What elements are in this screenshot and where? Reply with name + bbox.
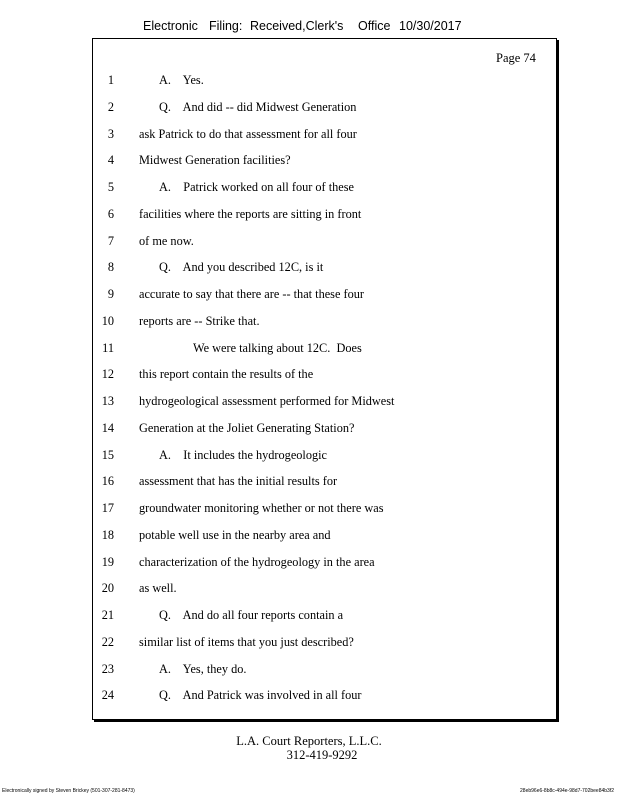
line-number: 8	[107, 260, 114, 275]
transcript-line	[0, 688, 618, 704]
transcript-line	[0, 314, 618, 330]
line-text: potable well use in the nearby area and	[139, 527, 331, 542]
line-number: 12	[101, 367, 114, 382]
line-number: 17	[101, 501, 114, 515]
line-number: 5	[107, 180, 114, 194]
transcript-line	[0, 341, 618, 357]
line-text: groundwater monitoring whether or not there was	[139, 501, 384, 515]
header-word-filing: Filing:	[209, 19, 243, 33]
line-text: A. Yes, they do.	[159, 661, 247, 676]
transcript-line	[0, 207, 618, 223]
line-text: facilities where the reports are sitting in front	[139, 206, 362, 221]
line-number: 10	[101, 313, 114, 328]
header-word-received-clerks: Received,Clerk's	[250, 19, 344, 33]
line-text: Midwest Generation facilities?	[139, 153, 291, 168]
transcript-line	[0, 153, 618, 169]
transcript-line	[0, 474, 618, 490]
transcript-line	[0, 287, 618, 303]
line-text: reports are -- Strike that.	[139, 313, 260, 328]
line-text: similar list of items that you just described?	[139, 634, 354, 649]
line-text: Q. And do all four reports contain a	[159, 608, 344, 622]
line-text: ask Patrick to do that assessment for all four	[139, 126, 357, 141]
line-number: 21	[101, 608, 114, 622]
line-number: 20	[101, 581, 114, 596]
transcript-line	[0, 635, 618, 651]
transcript-line	[0, 608, 618, 624]
line-text: A. Patrick worked on all four of these	[159, 180, 354, 194]
line-text: hydrogeological assessment performed for Midwest	[139, 394, 395, 408]
line-text: Q. And Patrick was involved in all four	[159, 688, 362, 703]
line-number: 11	[102, 340, 114, 355]
header-date: 10/30/2017	[399, 19, 462, 33]
transcript-line	[0, 234, 618, 250]
line-text: A. Yes.	[159, 73, 204, 87]
line-number: 24	[101, 688, 114, 703]
header-word-office: Office	[358, 19, 391, 33]
header-word-electronic: Electronic	[143, 19, 198, 33]
transcript-line	[0, 448, 618, 464]
line-number: 6	[107, 206, 114, 221]
line-text: We were talking about 12C. Does	[193, 340, 362, 355]
line-number: 22	[101, 634, 114, 649]
transcript-line	[0, 127, 618, 143]
page-number: Page 74	[496, 51, 536, 65]
footer-company: L.A. Court Reporters, L.L.C.	[236, 734, 382, 748]
line-text: as well.	[139, 581, 177, 596]
line-text: A. It includes the hydrogeologic	[159, 447, 328, 462]
transcript-line	[0, 421, 618, 437]
transcript-line	[0, 367, 618, 383]
transcript-line	[0, 180, 618, 196]
line-number: 7	[107, 233, 114, 248]
line-number: 16	[101, 474, 114, 489]
transcript-line	[0, 100, 618, 116]
transcript-line	[0, 581, 618, 597]
transcript-line	[0, 528, 618, 544]
line-number: 23	[101, 661, 114, 676]
line-text: assessment that has the initial results for	[139, 474, 338, 489]
signature-right: 28eb96e6-8b8c-494e-98d7-702bee84b3f2	[520, 788, 614, 794]
line-number: 9	[107, 287, 114, 301]
transcript-line	[0, 555, 618, 571]
line-text: Q. And you described 12C, is it	[159, 260, 324, 275]
line-number: 15	[101, 447, 114, 462]
line-number: 3	[107, 126, 114, 141]
signature-left: Electronically signed by Steven Brickey (501-307-281-8473)	[2, 788, 135, 794]
transcript-line	[0, 662, 618, 678]
line-text: accurate to say that there are -- that these four	[139, 287, 364, 301]
line-text: Q. And did -- did Midwest Generation	[159, 99, 357, 114]
transcript-line	[0, 394, 618, 410]
line-number: 13	[101, 394, 114, 408]
line-text: Generation at the Joliet Generating Station?	[139, 420, 355, 435]
transcript-line	[0, 73, 618, 89]
line-number: 18	[101, 527, 114, 542]
transcript-line	[0, 501, 618, 517]
footer-phone: 312-419-9292	[286, 748, 358, 762]
line-number: 1	[107, 73, 114, 87]
line-text: this report contain the results of the	[139, 367, 314, 382]
line-number: 2	[107, 99, 114, 114]
line-number: 4	[107, 153, 114, 168]
line-number: 14	[101, 420, 114, 435]
line-text: characterization of the hydrogeology in the area	[139, 554, 375, 569]
transcript-line	[0, 260, 618, 276]
line-text: of me now.	[139, 233, 194, 248]
line-number: 19	[101, 554, 114, 569]
